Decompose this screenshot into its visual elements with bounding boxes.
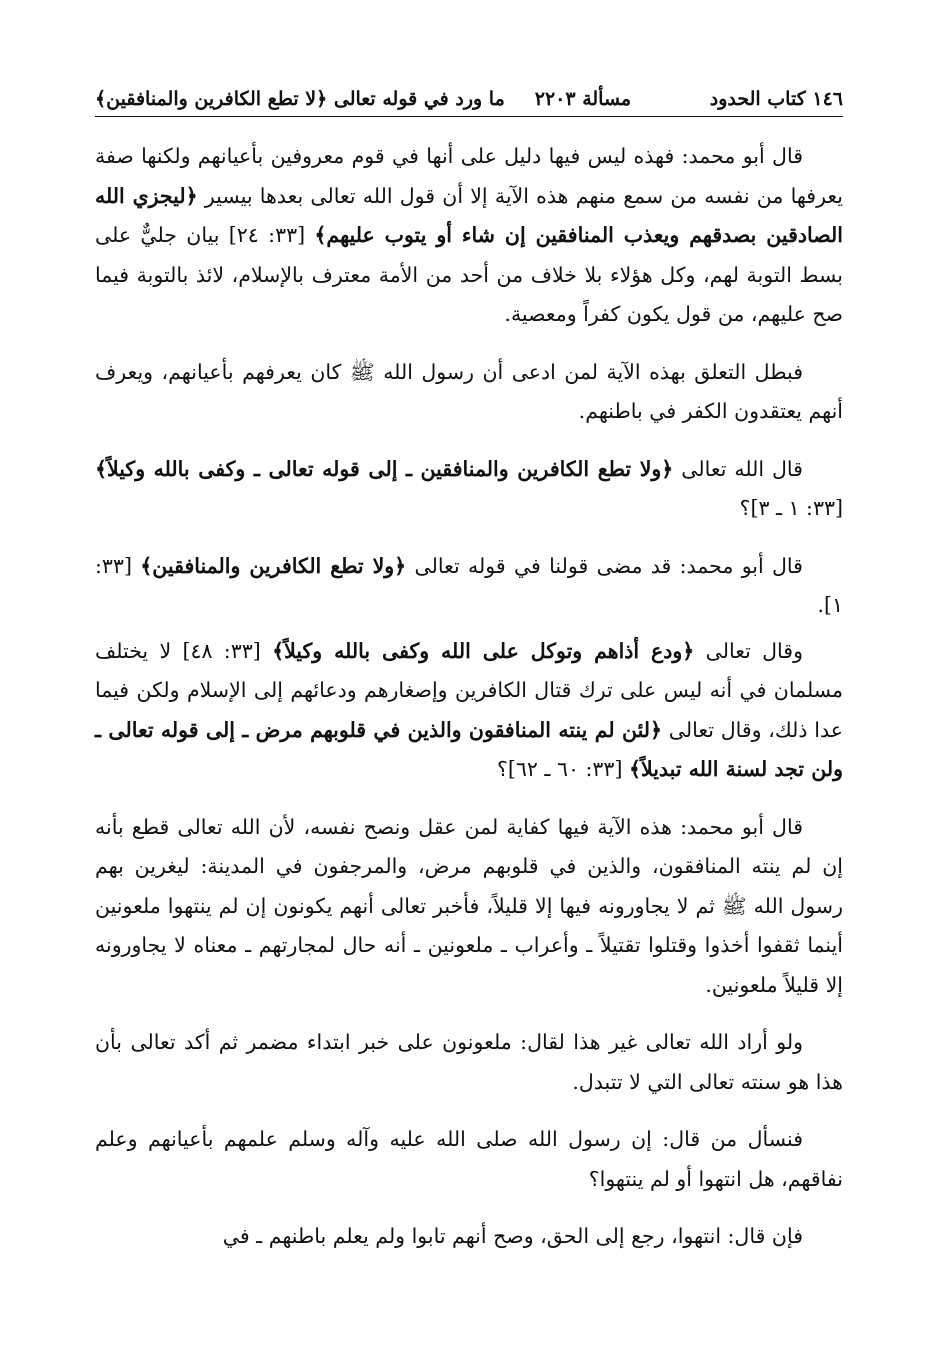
verse-reference: [٣٣: ١]. — [95, 553, 843, 617]
header-center — [95, 88, 631, 110]
verse-reference: [٣٣: ٦٠ ـ ٦٢]؟ — [496, 757, 623, 781]
paragraph-4 — [95, 547, 843, 626]
quran-quote: ﴿ولا تطع الكافرين والمنافقين﴾ — [140, 553, 407, 578]
book-page — [95, 88, 843, 1275]
paragraph-text: قال الله تعالى — [681, 456, 803, 481]
paragraph-text: [٣٣: ٤٨] لا يختلف مسلمان في أنه ليس على ترك قتال الكافرين وإصغارهم ودعائهم إلى الإسلام ولكن فيما عدا ذلك، وقال تعالى — [95, 638, 843, 742]
paragraph-3 — [95, 450, 843, 529]
paragraph-1 — [95, 137, 843, 335]
section-topic: ما ورد في قوله تعالى ﴿لا تطع الكافرين والمنافقين﴾ — [95, 88, 505, 110]
issue-number: مسألة ٢٢٠٣ — [534, 88, 632, 110]
page-number-book-title: ١٤٦ كتاب الحدود — [709, 88, 843, 110]
quran-quote: ﴿لئن لم ينته المنافقون والذين في قلوبهم مرض ـ إلى قوله تعالى ـ ولن تجد لسنة الله تبديلاً﴾ — [95, 717, 843, 781]
quran-quote: ﴿ليجزي الله الصادقين بصدقهم ويعذب المنافقين إن شاء أو يتوب عليهم﴾ — [95, 183, 843, 247]
paragraph-text: قال أبو محمد: فهذه ليس فيها دليل على أنها في قوم معروفين بأعيانهم ولكنها صفة يعرفها من نفسه من سمع منهم هذه الآية إلا أن قول الله تعالى بعدها بيسير — [95, 144, 843, 208]
paragraph-text: وقال تعالى — [705, 638, 803, 663]
paragraph-text: قال أبو محمد: قد مضى قولنا في قوله تعالى — [414, 553, 803, 578]
quran-quote: ﴿ودع أذاهم وتوكل على الله وكفى بالله وكيلاً﴾ — [272, 638, 695, 663]
running-header — [95, 88, 843, 117]
verse-reference: [٣٣: ١ ـ ٣]؟ — [739, 496, 843, 520]
paragraph-5 — [95, 632, 843, 790]
paragraph-2: فبطل التعلق بهذه الآية لمن ادعى أن رسول الله ﷺ كان يعرفهم بأعيانهم، ويعرف أنهم يعتقدون الكفر في باطنهم. — [95, 359, 843, 423]
paragraph-text: [٣٣: ٢٤] بيان جليٌّ على بسط التوبة لهم، وكل هؤلاء بلا خلاف من أحد من الأمة معترف بالإسلام، لائذ بالتوبة فيما صح عليهم، من قول يكون كفراً ومعصية. — [95, 223, 843, 326]
quran-quote: ﴿ولا تطع الكافرين والمنافقين ـ إلى قوله تعالى ـ وكفى بالله وكيلاً﴾ — [95, 456, 674, 481]
paragraph-8: فنسأل من قال: إن رسول الله صلى الله عليه وآله وسلم علمهم بأعيانهم وعلم نفاقهم، هل انتهوا أو لم ينتهوا؟ — [95, 1127, 843, 1191]
paragraph-9: فإن قال: انتهوا، رجع إلى الحق، وصح أنهم تابوا ولم يعلم باطنهم ـ في — [222, 1224, 803, 1248]
paragraph-7: ولو أراد الله تعالى غير هذا لقال: ملعونون على خبر ابتداء مضمر ثم أكد تعالى بأن هذا هو سنته تعالى التي لا تتبدل. — [95, 1030, 843, 1094]
paragraph-6: قال أبو محمد: هذه الآية فيها كفاية لمن عقل ونصح نفسه، لأن الله تعالى قطع بأنه إن لم ينته المنافقون، والذين في قلوبهم مرض، والمرجفون في المدينة: ليغرين بهم رسول الله ﷺ ثم لا يجاورونه فيها إلا قليلاً، فأخبر تعالى أنهم يكونون إن لم ينتهوا ملعونين أينما ثقفوا أخذوا وقتلوا تقتيلاً ـ وأعراب ـ ملعونين ـ أنه حال لمجارتهم ـ معناه لا يجاورونه إلا قليلاً ملعونين. — [95, 814, 843, 997]
